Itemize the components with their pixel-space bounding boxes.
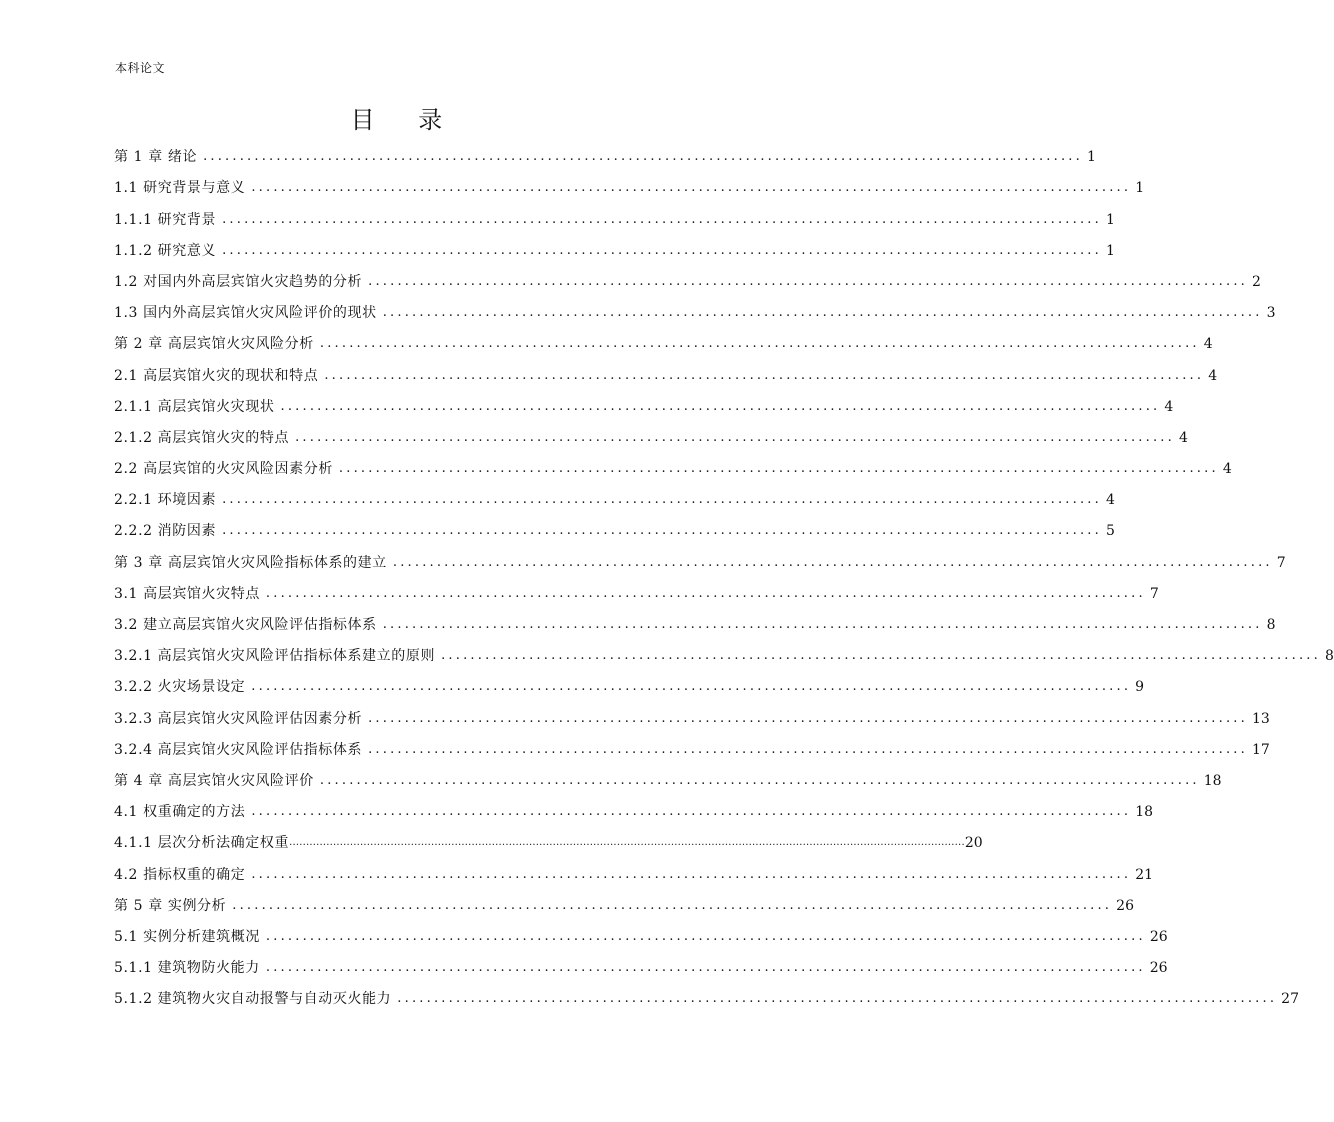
- toc-entry-label: 第 1 章 绪论: [114, 149, 198, 166]
- toc-entry[interactable]: [114, 701, 1270, 732]
- toc-page-number: 4: [1203, 336, 1213, 353]
- toc-entry-label: 第 4 章 高层宾馆火灾风险评价: [114, 772, 314, 789]
- toc-dot-leader: ........................................................................................................................: [251, 804, 1132, 820]
- toc-entry[interactable]: [114, 234, 1115, 265]
- toc-dot-leader: ........................................................................................................................: [295, 429, 1175, 445]
- toc-entry[interactable]: [114, 140, 1096, 171]
- toc-dot-leader: ........................................................................................................................: [265, 585, 1146, 601]
- toc-dot-leader: ........................................................................................................................................................................................................: [289, 837, 965, 849]
- toc-page-number: 1: [1105, 211, 1115, 228]
- toc-page-number: 4: [1105, 492, 1115, 509]
- toc-dot-leader: ........................................................................................................................: [265, 960, 1146, 976]
- toc-entry-label: 4.1 权重确定的方法: [114, 804, 246, 821]
- toc-entry[interactable]: [114, 327, 1213, 358]
- toc-entry[interactable]: [114, 733, 1270, 764]
- toc-entry[interactable]: [114, 483, 1115, 514]
- toc-dot-leader: ........................................................................................................................: [251, 180, 1132, 196]
- toc-dot-leader: ........................................................................................................................: [338, 461, 1219, 477]
- toc-page-number: 8: [1324, 648, 1334, 665]
- toc-page-number: 4: [1222, 461, 1232, 478]
- toc-page-number: 1: [1105, 242, 1115, 259]
- toc-dot-leader: ........................................................................................................................: [324, 367, 1205, 383]
- toc-entry[interactable]: [114, 951, 1168, 982]
- toc-entry[interactable]: [114, 171, 1145, 202]
- toc-entry-label: 1.1 研究背景与意义: [114, 180, 246, 197]
- toc-entry-label: 2.1.2 高层宾馆火灾的特点: [114, 429, 290, 446]
- toc-dot-leader: ........................................................................................................................: [222, 492, 1102, 508]
- toc-page-number: 9: [1135, 679, 1145, 696]
- toc-entry[interactable]: [114, 795, 1154, 826]
- toc-page-number: 18: [1135, 804, 1154, 821]
- toc-entry[interactable]: [114, 390, 1174, 421]
- toc-entry[interactable]: [114, 421, 1188, 452]
- toc-page-number: 4: [1178, 429, 1188, 446]
- toc-entry-label: 5.1 实例分析建筑概况: [114, 928, 260, 945]
- toc-entry-label: 4.2 指标权重的确定: [114, 866, 246, 883]
- toc-dot-leader: ........................................................................................................................: [203, 149, 1083, 165]
- toc-entry-label: 2.2.1 环境因素: [114, 492, 217, 509]
- toc-page-number: 13: [1251, 710, 1270, 727]
- toc-entry[interactable]: [114, 514, 1115, 545]
- toc-entry-label: 1.1.2 研究意义: [114, 242, 217, 259]
- toc-entry-label: 第 2 章 高层宾馆火灾风险分析: [114, 336, 314, 353]
- toc-entry-label: 1.2 对国内外高层宾馆火灾趋势的分析: [114, 273, 363, 290]
- toc-page-number: 7: [1149, 585, 1159, 602]
- toc-entry-label: 3.2.4 高层宾馆火灾风险评估指标体系: [114, 741, 363, 758]
- toc-page-number: 7: [1276, 554, 1286, 571]
- toc-page-number: 2: [1252, 273, 1261, 290]
- toc-entry-label: 3.2.2 火灾场景设定: [114, 679, 246, 696]
- toc-entry[interactable]: [114, 265, 1261, 296]
- toc-dot-leader: ........................................................................................................................: [368, 741, 1248, 757]
- toc-dot-leader: ........................................................................................................................: [368, 710, 1248, 726]
- toc-entry-label: 3.1 高层宾馆火灾特点: [114, 585, 260, 602]
- toc-page-number: 5: [1105, 523, 1115, 540]
- toc-entry-label: 3.2.3 高层宾馆火灾风险评估因素分析: [114, 710, 363, 727]
- toc-dot-leader: ........................................................................................................................: [222, 242, 1102, 258]
- toc-entry-label: 5.1.2 建筑物火灾自动报警与自动灭火能力: [114, 991, 392, 1008]
- toc-entry[interactable]: [114, 202, 1115, 233]
- toc-dot-leader: ........................................................................................................................: [382, 305, 1263, 321]
- toc-entry-label: 1.1.1 研究背景: [114, 211, 217, 228]
- toc-entry-label: 第 5 章 实例分析: [114, 897, 227, 914]
- toc-page-number: 26: [1149, 928, 1168, 945]
- toc-dot-leader: ........................................................................................................................: [265, 928, 1146, 944]
- toc-page-number: 26: [1149, 960, 1168, 977]
- toc-entry[interactable]: [114, 764, 1222, 795]
- toc-dot-leader: ........................................................................................................................: [232, 897, 1113, 913]
- toc-entry[interactable]: [114, 358, 1218, 389]
- toc-entry-label: 3.2 建立高层宾馆火灾风险评估指标体系: [114, 617, 377, 633]
- toc-entry[interactable]: [114, 857, 1154, 888]
- toc-page-number: 18: [1203, 772, 1222, 789]
- toc-entry-label: 2.1.1 高层宾馆火灾现状: [114, 398, 275, 415]
- toc-page-number: 8: [1266, 617, 1276, 633]
- toc-dot-leader: ........................................................................................................................: [280, 398, 1161, 414]
- toc-page-number: 1: [1086, 149, 1096, 166]
- toc-entry-label: 4.1.1 层次分析法确定权重: [114, 835, 290, 852]
- toc-entry[interactable]: [114, 920, 1168, 951]
- toc-page-number: 26: [1116, 897, 1134, 914]
- toc-entry[interactable]: [114, 577, 1159, 608]
- toc-dot-leader: ........................................................................................................................: [222, 211, 1102, 227]
- toc-entry[interactable]: [114, 889, 1134, 920]
- toc-entry-label: 2.2.2 消防因素: [114, 523, 217, 540]
- toc-entry-label: 5.1.1 建筑物防火能力: [114, 960, 260, 977]
- toc-entry-label: 3.2.1 高层宾馆火灾风险评估指标体系建立的原则: [114, 648, 436, 665]
- toc-entry-label: 2.1 高层宾馆火灾的现状和特点: [114, 367, 319, 384]
- toc-dot-leader: ........................................................................................................................: [319, 336, 1200, 352]
- toc-dot-leader: ........................................................................................................................: [251, 866, 1132, 882]
- toc-page-number: 21: [1135, 866, 1154, 883]
- toc-dot-leader: ........................................................................................................................: [397, 991, 1278, 1007]
- toc-dot-leader: ........................................................................................................................: [222, 523, 1102, 539]
- toc-entry-label: 2.2 高层宾馆的火灾风险因素分析: [114, 461, 333, 478]
- toc-title: 目 录: [350, 106, 461, 134]
- toc-entry[interactable]: [114, 670, 1145, 701]
- toc-entry-label: 第 3 章 高层宾馆火灾风险指标体系的建立: [114, 554, 387, 571]
- toc-entry[interactable]: [114, 452, 1232, 483]
- toc-page-number: 4: [1164, 398, 1174, 415]
- toc-entry[interactable]: [114, 608, 1276, 639]
- toc-page-number: 17: [1251, 741, 1270, 758]
- table-of-contents: [114, 140, 1334, 1013]
- toc-entry[interactable]: [114, 982, 1299, 1013]
- toc-page-number: 27: [1281, 991, 1299, 1008]
- header-rule: [110, 79, 720, 80]
- toc-dot-leader: ........................................................................................................................: [368, 273, 1249, 289]
- toc-page-number: 3: [1266, 305, 1276, 322]
- page-header: 本科论文: [115, 61, 166, 75]
- toc-entry-label: 1.3 国内外高层宾馆火灾风险评价的现状: [114, 305, 377, 322]
- toc-page-number: 20: [964, 835, 983, 852]
- toc-page-number: 1: [1135, 180, 1145, 197]
- toc-dot-leader: ........................................................................................................................: [251, 679, 1132, 695]
- toc-entry[interactable]: [114, 639, 1334, 670]
- toc-entry[interactable]: [114, 826, 983, 857]
- toc-dot-leader: ........................................................................................................................: [382, 617, 1263, 632]
- toc-page-number: 4: [1208, 367, 1218, 384]
- toc-dot-leader: ........................................................................................................................: [392, 554, 1273, 570]
- toc-dot-leader: ........................................................................................................................: [441, 648, 1321, 664]
- toc-entry[interactable]: [114, 296, 1276, 327]
- toc-dot-leader: ........................................................................................................................: [319, 772, 1200, 788]
- toc-entry[interactable]: [114, 545, 1286, 576]
